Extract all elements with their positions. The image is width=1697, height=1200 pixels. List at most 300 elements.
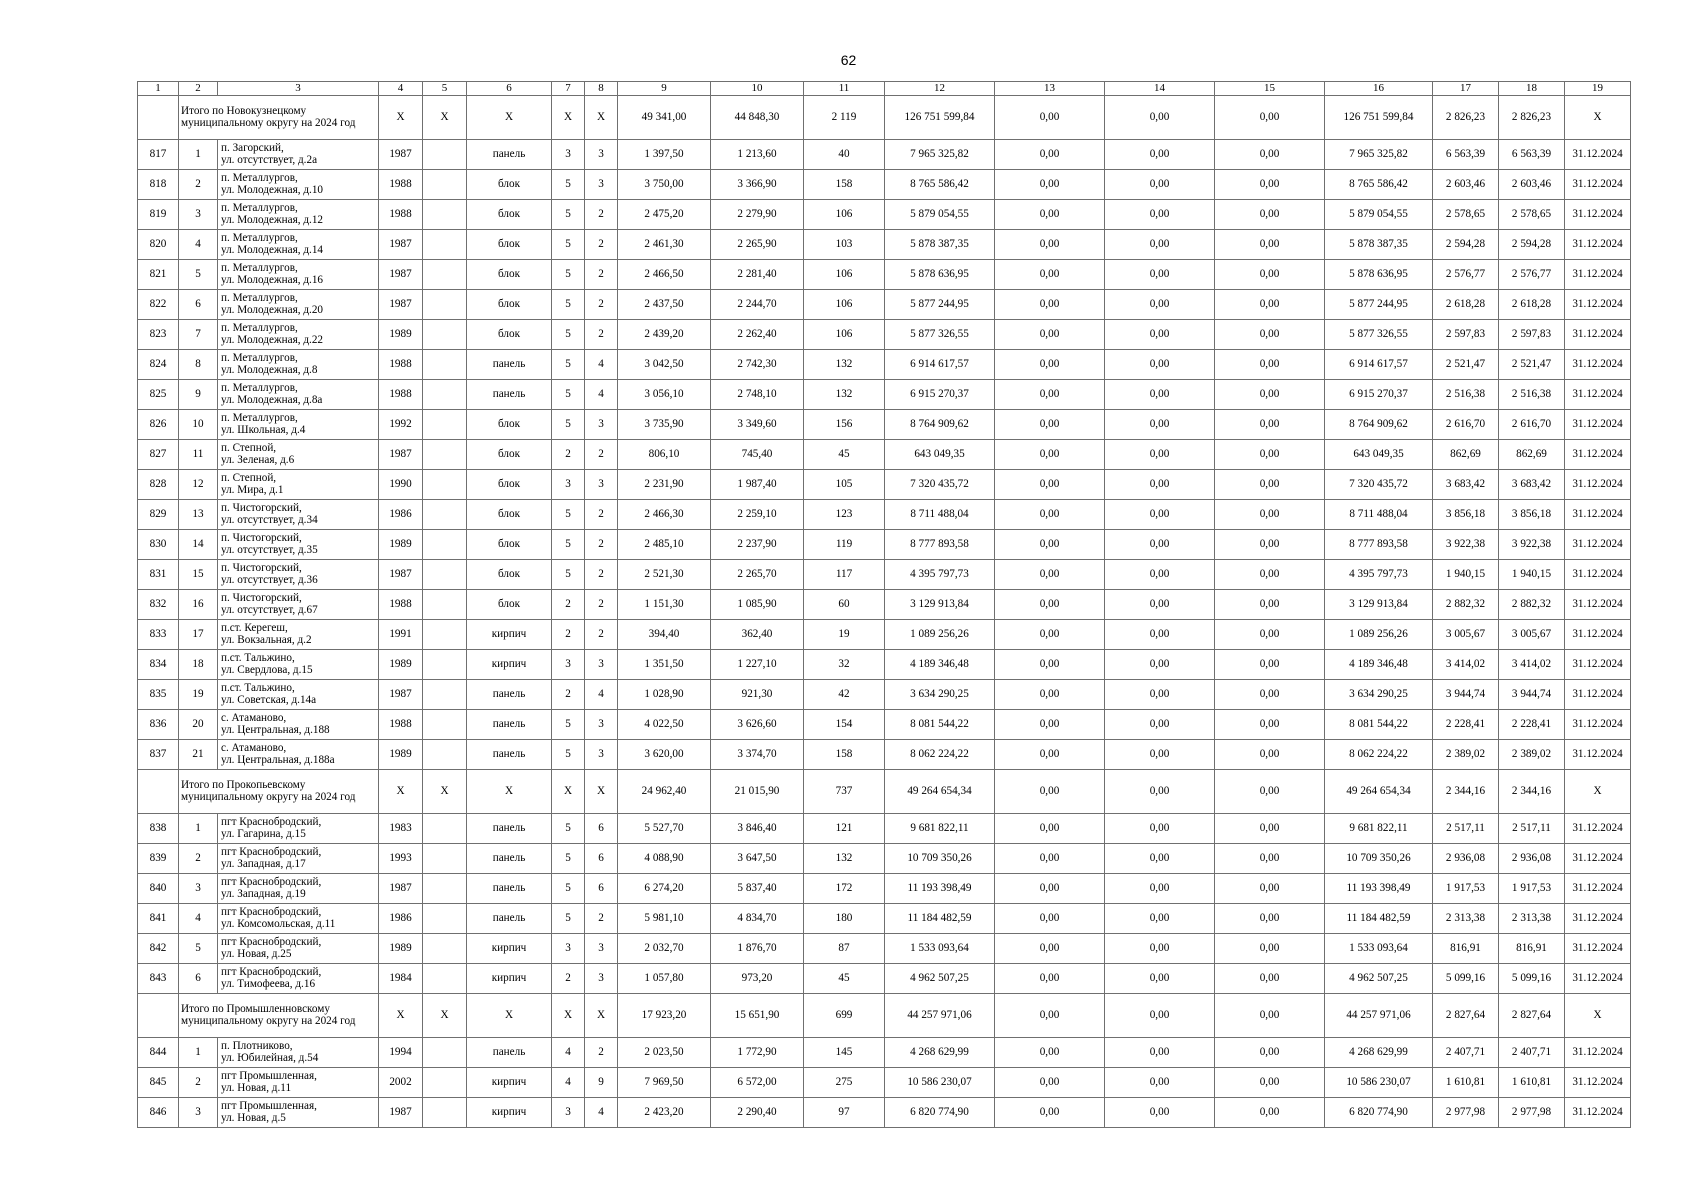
col-19-cell: 31.12.2024	[1565, 964, 1631, 994]
col-12-cell: 6 914 617,57	[885, 350, 995, 380]
subtotal-label: Итого по Новокузнецкому муниципальному округу на 2024 год	[179, 96, 379, 140]
col-8-cell: 2	[585, 440, 618, 470]
subtotal-col-5: X	[423, 770, 467, 814]
col-10-cell: 3 374,70	[711, 740, 804, 770]
subtotal-col-18: 2 344,16	[1499, 770, 1565, 814]
col-14-cell: 0,00	[1105, 350, 1215, 380]
address-street: ул. отсутствует, д.34	[221, 513, 318, 526]
col-13-cell: 0,00	[995, 934, 1105, 964]
subtotal-col-19: X	[1565, 994, 1631, 1038]
address-locality: п. Металлургов,	[221, 292, 298, 304]
col-14-cell: 0,00	[1105, 1038, 1215, 1068]
col-14-cell: 0,00	[1105, 874, 1215, 904]
col-11-cell: 87	[804, 934, 885, 964]
col-7-cell: 2	[552, 620, 585, 650]
col-14-cell: 0,00	[1105, 470, 1215, 500]
col-4-cell: 1988	[379, 200, 423, 230]
col-5-cell	[423, 260, 467, 290]
col-8-cell: 2	[585, 320, 618, 350]
col-10-cell: 2 265,90	[711, 230, 804, 260]
col-13-cell: 0,00	[995, 410, 1105, 440]
address-cell	[218, 350, 379, 380]
col-15-cell: 0,00	[1215, 680, 1325, 710]
row-number: 840	[138, 874, 179, 904]
col-16-cell: 4 395 797,73	[1325, 560, 1433, 590]
col-12-cell: 8 062 224,22	[885, 740, 995, 770]
table-row	[138, 140, 1631, 170]
table-row	[138, 440, 1631, 470]
row-number: 828	[138, 470, 179, 500]
address-locality: с. Атаманово,	[221, 712, 287, 724]
subtotal-col-17: 2 826,23	[1433, 96, 1499, 140]
subtotal-col-12: 49 264 654,34	[885, 770, 995, 814]
col-16-cell: 1 089 256,26	[1325, 620, 1433, 650]
col-4-cell: 1990	[379, 470, 423, 500]
col-16-cell: 8 081 544,22	[1325, 710, 1433, 740]
col-17-cell: 6 563,39	[1433, 140, 1499, 170]
col-11-cell: 106	[804, 200, 885, 230]
row-number: 846	[138, 1098, 179, 1128]
col-8-cell: 2	[585, 1038, 618, 1068]
col-11-cell: 60	[804, 590, 885, 620]
col-5-cell	[423, 140, 467, 170]
row-ordinal: 13	[179, 500, 218, 530]
col-14-cell: 0,00	[1105, 380, 1215, 410]
row-number: 819	[138, 200, 179, 230]
col-16-cell: 6 915 270,37	[1325, 380, 1433, 410]
subtotal-col-13: 0,00	[995, 994, 1105, 1038]
row-number: 822	[138, 290, 179, 320]
col-5-cell	[423, 200, 467, 230]
col-4-cell: 1988	[379, 590, 423, 620]
col-8-cell: 9	[585, 1068, 618, 1098]
row-number: 823	[138, 320, 179, 350]
col-5-cell	[423, 650, 467, 680]
col-4-cell: 1992	[379, 410, 423, 440]
col-16-cell: 7 320 435,72	[1325, 470, 1433, 500]
column-number-cell: 6	[467, 82, 552, 96]
address-street: ул. Вокзальная, д.2	[221, 633, 312, 646]
col-12-cell: 5 878 636,95	[885, 260, 995, 290]
col-17-cell: 2 389,02	[1433, 740, 1499, 770]
column-number-cell: 16	[1325, 82, 1433, 96]
address-cell	[218, 380, 379, 410]
col-9-cell: 1 351,50	[618, 650, 711, 680]
col-11-cell: 106	[804, 320, 885, 350]
col-5-cell	[423, 320, 467, 350]
col-17-cell: 2 618,28	[1433, 290, 1499, 320]
col-12-cell: 3 129 913,84	[885, 590, 995, 620]
row-ordinal: 15	[179, 560, 218, 590]
row-ordinal: 2	[179, 170, 218, 200]
address-locality: п. Металлургов,	[221, 232, 298, 244]
col-17-cell: 1 610,81	[1433, 1068, 1499, 1098]
subtotal-col-8: X	[585, 994, 618, 1038]
col-18-cell: 6 563,39	[1499, 140, 1565, 170]
col-19-cell: 31.12.2024	[1565, 260, 1631, 290]
col-19-cell: 31.12.2024	[1565, 290, 1631, 320]
row-number: 841	[138, 904, 179, 934]
subtotal-col-18: 2 827,64	[1499, 994, 1565, 1038]
table-body	[138, 82, 1631, 1128]
subtotal-col-18: 2 826,23	[1499, 96, 1565, 140]
subtotal-col-7: X	[552, 994, 585, 1038]
address-street: ул. Новая, д.11	[221, 1081, 292, 1094]
col-15-cell: 0,00	[1215, 470, 1325, 500]
col-16-cell: 8 764 909,62	[1325, 410, 1433, 440]
col-5-cell	[423, 964, 467, 994]
col-8-cell: 3	[585, 410, 618, 440]
col-4-cell: 1988	[379, 380, 423, 410]
col-16-cell: 8 062 224,22	[1325, 740, 1433, 770]
col-19-cell: 31.12.2024	[1565, 904, 1631, 934]
subtotal-empty-cell	[138, 770, 179, 814]
col-13-cell: 0,00	[995, 560, 1105, 590]
col-7-cell: 5	[552, 710, 585, 740]
col-19-cell: 31.12.2024	[1565, 680, 1631, 710]
col-12-cell: 8 711 488,04	[885, 500, 995, 530]
col-13-cell: 0,00	[995, 844, 1105, 874]
col-9-cell: 3 735,90	[618, 410, 711, 440]
col-7-cell: 2	[552, 964, 585, 994]
col-10-cell: 4 834,70	[711, 904, 804, 934]
col-13-cell: 0,00	[995, 1038, 1105, 1068]
col-9-cell: 2 231,90	[618, 470, 711, 500]
table-row	[138, 230, 1631, 260]
col-19-cell: 31.12.2024	[1565, 620, 1631, 650]
col-8-cell: 3	[585, 710, 618, 740]
address-street: ул. Школьная, д.4	[221, 423, 306, 436]
col-11-cell: 32	[804, 650, 885, 680]
col-8-cell: 2	[585, 590, 618, 620]
col-10-cell: 1 772,90	[711, 1038, 804, 1068]
subtotal-col-5: X	[423, 994, 467, 1038]
col-12-cell: 8 081 544,22	[885, 710, 995, 740]
col-17-cell: 2 516,38	[1433, 380, 1499, 410]
address-locality: п. Чистогорский,	[221, 592, 302, 604]
col-18-cell: 2 517,11	[1499, 814, 1565, 844]
col-18-cell: 2 616,70	[1499, 410, 1565, 440]
table-row	[138, 470, 1631, 500]
col-12-cell: 1 089 256,26	[885, 620, 995, 650]
col-16-cell: 5 879 054,55	[1325, 200, 1433, 230]
col-10-cell: 3 349,60	[711, 410, 804, 440]
col-8-cell: 6	[585, 874, 618, 904]
column-number-cell: 19	[1565, 82, 1631, 96]
col-13-cell: 0,00	[995, 530, 1105, 560]
col-11-cell: 45	[804, 964, 885, 994]
col-16-cell: 643 049,35	[1325, 440, 1433, 470]
address-locality: п.ст. Тальжино,	[221, 682, 295, 694]
row-ordinal: 17	[179, 620, 218, 650]
col-18-cell: 2 407,71	[1499, 1038, 1565, 1068]
col-17-cell: 2 407,71	[1433, 1038, 1499, 1068]
col-8-cell: 2	[585, 200, 618, 230]
col-15-cell: 0,00	[1215, 964, 1325, 994]
col-7-cell: 5	[552, 904, 585, 934]
address-locality: пгт Краснобродский,	[221, 906, 322, 918]
col-10-cell: 3 647,50	[711, 844, 804, 874]
row-ordinal: 21	[179, 740, 218, 770]
col-9-cell: 7 969,50	[618, 1068, 711, 1098]
col-9-cell: 3 042,50	[618, 350, 711, 380]
col-14-cell: 0,00	[1105, 260, 1215, 290]
column-number-cell: 14	[1105, 82, 1215, 96]
col-11-cell: 103	[804, 230, 885, 260]
col-7-cell: 2	[552, 680, 585, 710]
col-5-cell	[423, 440, 467, 470]
col-14-cell: 0,00	[1105, 530, 1215, 560]
col-12-cell: 4 189 346,48	[885, 650, 995, 680]
col-13-cell: 0,00	[995, 814, 1105, 844]
col-6-cell: кирпич	[467, 650, 552, 680]
row-number: 826	[138, 410, 179, 440]
col-6-cell: панель	[467, 710, 552, 740]
address-cell	[218, 170, 379, 200]
col-15-cell: 0,00	[1215, 500, 1325, 530]
subtotal-col-17: 2 827,64	[1433, 994, 1499, 1038]
col-15-cell: 0,00	[1215, 380, 1325, 410]
col-10-cell: 1 085,90	[711, 590, 804, 620]
col-7-cell: 5	[552, 740, 585, 770]
col-13-cell: 0,00	[995, 1068, 1105, 1098]
col-18-cell: 3 944,74	[1499, 680, 1565, 710]
address-locality: п. Чистогорский,	[221, 562, 302, 574]
col-15-cell: 0,00	[1215, 140, 1325, 170]
row-ordinal: 3	[179, 874, 218, 904]
col-6-cell: панель	[467, 350, 552, 380]
address-street: ул. Молодежная, д.20	[221, 303, 324, 316]
col-19-cell: 31.12.2024	[1565, 590, 1631, 620]
col-19-cell: 31.12.2024	[1565, 320, 1631, 350]
col-18-cell: 3 856,18	[1499, 500, 1565, 530]
table-row	[138, 590, 1631, 620]
col-8-cell: 3	[585, 470, 618, 500]
col-5-cell	[423, 844, 467, 874]
col-4-cell: 1987	[379, 230, 423, 260]
col-8-cell: 6	[585, 844, 618, 874]
row-ordinal: 16	[179, 590, 218, 620]
address-street: ул. Центральная, д.188	[221, 723, 330, 736]
col-12-cell: 643 049,35	[885, 440, 995, 470]
col-17-cell: 3 856,18	[1433, 500, 1499, 530]
col-17-cell: 1 917,53	[1433, 874, 1499, 904]
col-4-cell: 1986	[379, 904, 423, 934]
col-16-cell: 5 878 387,35	[1325, 230, 1433, 260]
col-17-cell: 2 936,08	[1433, 844, 1499, 874]
address-locality: пгт Краснобродский,	[221, 936, 322, 948]
subtotal-col-7: X	[552, 96, 585, 140]
col-15-cell: 0,00	[1215, 650, 1325, 680]
col-5-cell	[423, 740, 467, 770]
row-number: 827	[138, 440, 179, 470]
address-locality: пгт Краснобродский,	[221, 846, 322, 858]
row-number: 818	[138, 170, 179, 200]
address-street: ул. Центральная, д.188а	[221, 753, 335, 766]
col-8-cell: 3	[585, 934, 618, 964]
address-street: ул. Новая, д.5	[221, 1111, 286, 1124]
col-10-cell: 2 237,90	[711, 530, 804, 560]
col-12-cell: 6 820 774,90	[885, 1098, 995, 1128]
col-19-cell: 31.12.2024	[1565, 934, 1631, 964]
col-10-cell: 2 279,90	[711, 200, 804, 230]
col-9-cell: 5 981,10	[618, 904, 711, 934]
subtotal-col-8: X	[585, 96, 618, 140]
col-5-cell	[423, 410, 467, 440]
col-9-cell: 1 151,30	[618, 590, 711, 620]
col-11-cell: 154	[804, 710, 885, 740]
subtotal-col-9: 17 923,20	[618, 994, 711, 1038]
col-5-cell	[423, 814, 467, 844]
col-5-cell	[423, 1038, 467, 1068]
col-5-cell	[423, 530, 467, 560]
col-15-cell: 0,00	[1215, 290, 1325, 320]
col-12-cell: 8 777 893,58	[885, 530, 995, 560]
col-13-cell: 0,00	[995, 470, 1105, 500]
row-ordinal: 5	[179, 260, 218, 290]
col-10-cell: 2 265,70	[711, 560, 804, 590]
col-16-cell: 5 877 244,95	[1325, 290, 1433, 320]
col-6-cell: кирпич	[467, 1068, 552, 1098]
col-5-cell	[423, 680, 467, 710]
address-cell	[218, 500, 379, 530]
row-ordinal: 18	[179, 650, 218, 680]
col-15-cell: 0,00	[1215, 260, 1325, 290]
col-9-cell: 2 475,20	[618, 200, 711, 230]
col-4-cell: 2002	[379, 1068, 423, 1098]
col-9-cell: 4 022,50	[618, 710, 711, 740]
col-8-cell: 3	[585, 964, 618, 994]
col-18-cell: 2 603,46	[1499, 170, 1565, 200]
col-10-cell: 2 259,10	[711, 500, 804, 530]
col-13-cell: 0,00	[995, 710, 1105, 740]
col-10-cell: 745,40	[711, 440, 804, 470]
subtotal-col-14: 0,00	[1105, 770, 1215, 814]
row-number: 834	[138, 650, 179, 680]
row-ordinal: 12	[179, 470, 218, 500]
col-5-cell	[423, 470, 467, 500]
row-number: 821	[138, 260, 179, 290]
col-19-cell: 31.12.2024	[1565, 740, 1631, 770]
row-ordinal: 6	[179, 964, 218, 994]
address-cell	[218, 320, 379, 350]
col-10-cell: 1 987,40	[711, 470, 804, 500]
row-number: 837	[138, 740, 179, 770]
address-cell	[218, 620, 379, 650]
address-cell	[218, 590, 379, 620]
col-19-cell: 31.12.2024	[1565, 200, 1631, 230]
col-16-cell: 8 765 586,42	[1325, 170, 1433, 200]
col-10-cell: 2 748,10	[711, 380, 804, 410]
col-10-cell: 2 290,40	[711, 1098, 804, 1128]
col-13-cell: 0,00	[995, 440, 1105, 470]
col-8-cell: 4	[585, 680, 618, 710]
table-row	[138, 934, 1631, 964]
col-6-cell: блок	[467, 170, 552, 200]
col-18-cell: 2 313,38	[1499, 904, 1565, 934]
col-4-cell: 1989	[379, 650, 423, 680]
col-14-cell: 0,00	[1105, 1068, 1215, 1098]
row-ordinal: 2	[179, 1068, 218, 1098]
col-10-cell: 2 244,70	[711, 290, 804, 320]
col-19-cell: 31.12.2024	[1565, 814, 1631, 844]
col-8-cell: 4	[585, 1098, 618, 1128]
col-8-cell: 3	[585, 140, 618, 170]
col-6-cell: блок	[467, 290, 552, 320]
address-street: ул. Комсомольская, д.11	[221, 917, 336, 930]
col-9-cell: 2 423,20	[618, 1098, 711, 1128]
col-5-cell	[423, 170, 467, 200]
table-row	[138, 620, 1631, 650]
col-9-cell: 394,40	[618, 620, 711, 650]
row-number: 833	[138, 620, 179, 650]
address-cell	[218, 680, 379, 710]
col-19-cell: 31.12.2024	[1565, 230, 1631, 260]
col-11-cell: 42	[804, 680, 885, 710]
col-11-cell: 119	[804, 530, 885, 560]
subtotal-col-10: 21 015,90	[711, 770, 804, 814]
subtotal-col-11: 699	[804, 994, 885, 1038]
col-6-cell: кирпич	[467, 620, 552, 650]
col-4-cell: 1988	[379, 710, 423, 740]
col-14-cell: 0,00	[1105, 410, 1215, 440]
col-4-cell: 1987	[379, 290, 423, 320]
column-number-cell: 12	[885, 82, 995, 96]
col-15-cell: 0,00	[1215, 230, 1325, 260]
address-street: ул. Мира, д.1	[221, 483, 284, 496]
col-11-cell: 145	[804, 1038, 885, 1068]
subtotal-col-8: X	[585, 770, 618, 814]
address-street: ул. Молодежная, д.14	[221, 243, 324, 256]
address-street: ул. Западная, д.19	[221, 887, 306, 900]
col-15-cell: 0,00	[1215, 1098, 1325, 1128]
col-10-cell: 3 846,40	[711, 814, 804, 844]
col-12-cell: 7 965 325,82	[885, 140, 995, 170]
col-6-cell: панель	[467, 1038, 552, 1068]
row-ordinal: 14	[179, 530, 218, 560]
subtotal-empty-cell	[138, 96, 179, 140]
col-6-cell: блок	[467, 470, 552, 500]
col-7-cell: 5	[552, 844, 585, 874]
col-15-cell: 0,00	[1215, 740, 1325, 770]
col-19-cell: 31.12.2024	[1565, 410, 1631, 440]
row-number: 820	[138, 230, 179, 260]
col-16-cell: 11 193 398,49	[1325, 874, 1433, 904]
col-13-cell: 0,00	[995, 964, 1105, 994]
address-locality: п.ст. Тальжино,	[221, 652, 295, 664]
table-row	[138, 964, 1631, 994]
col-4-cell: 1987	[379, 260, 423, 290]
address-street: ул. Молодежная, д.8	[221, 363, 318, 376]
table-row	[138, 710, 1631, 740]
col-15-cell: 0,00	[1215, 814, 1325, 844]
col-6-cell: блок	[467, 230, 552, 260]
col-8-cell: 4	[585, 350, 618, 380]
col-7-cell: 4	[552, 1068, 585, 1098]
col-8-cell: 6	[585, 814, 618, 844]
col-14-cell: 0,00	[1105, 844, 1215, 874]
col-7-cell: 5	[552, 500, 585, 530]
col-18-cell: 5 099,16	[1499, 964, 1565, 994]
col-12-cell: 8 764 909,62	[885, 410, 995, 440]
col-9-cell: 2 023,50	[618, 1038, 711, 1068]
col-16-cell: 1 533 093,64	[1325, 934, 1433, 964]
col-7-cell: 3	[552, 934, 585, 964]
row-number: 824	[138, 350, 179, 380]
col-16-cell: 9 681 822,11	[1325, 814, 1433, 844]
col-14-cell: 0,00	[1105, 560, 1215, 590]
row-ordinal: 6	[179, 290, 218, 320]
